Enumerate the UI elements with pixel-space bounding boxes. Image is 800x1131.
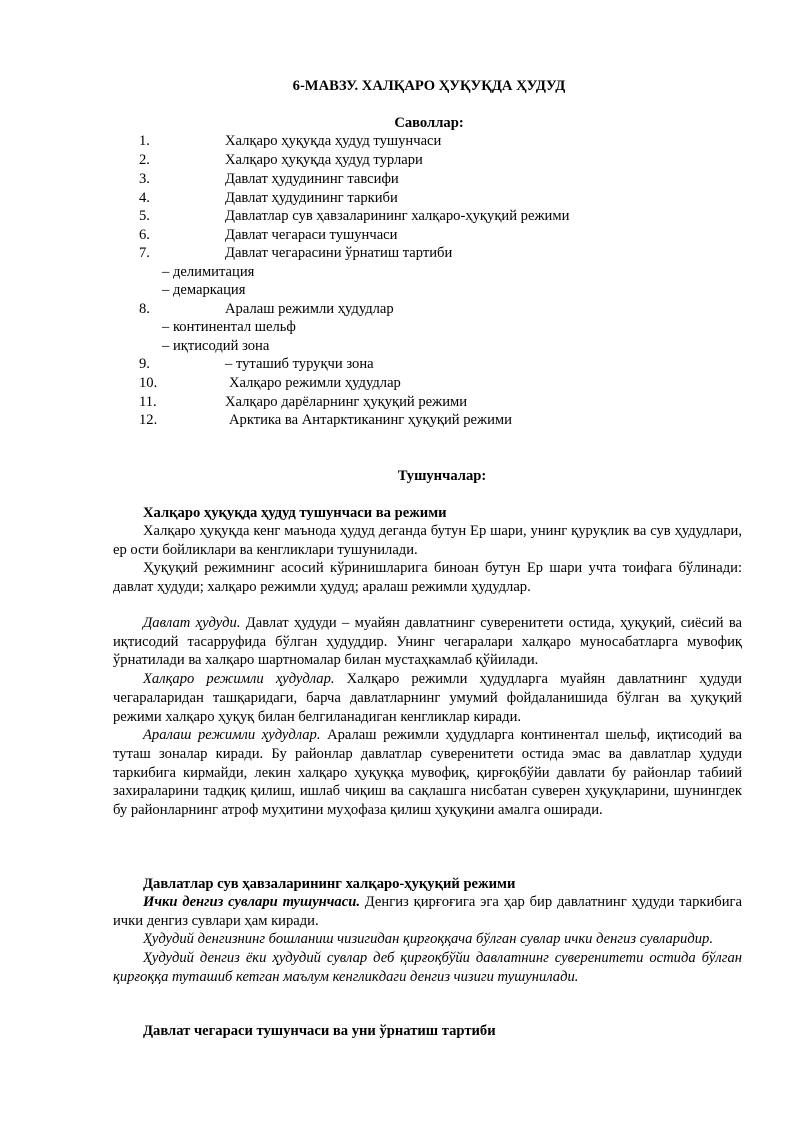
list-item-num: 3. [139,171,150,187]
questions-heading: Саволлар: [394,115,464,131]
term: Давлат ҳудуди. [143,615,241,631]
paragraph: Ҳудудий денгизнинг бошланиш чизигидан қирғоққача бўлган сувлар ички денгиз сувларидир. [143,931,713,948]
section-heading: Давлатлар сув ҳавзаларининг халқаро-ҳуқуқий режими [143,876,516,892]
paragraph: Ҳуқуқий режимнинг асосий кўринишларига биноан бутун Ер шари учта тоифага бўлинади: давлат ҳудуди; халқаро режимли ҳудуд; аралаш режимли ҳудудлар. [113,560,742,596]
list-item: Халқаро дарёларнинг ҳуқуқий режими [225,394,468,410]
paragraph: Ҳудудий денгиз ёки ҳудудий сувлар деб қирғоқбўйи давлатнинг суверенитети остида бўлган қирғоққа туташиб кетган маълум кенгликдаги денгиз чизиги тушунилади. [113,950,742,985]
list-item: Давлат ҳудудининг таркиби [225,190,398,206]
paragraph-text: Давлат ҳудуди – муайян давлатнинг суверенитети остида, ҳуқуқий, сиёсий ва иқтисодий тасарруфида бўлган ҳудуддир. Унинг чегаралари халқаро муносабатларга мувофиқ ўрнатилади ва халқаро шартномалар билан мустаҳкамлаб қўйилади. [113,615,742,669]
list-subitem: – делимитация [162,264,255,280]
concepts-heading: Тушунчалар: [397,468,487,484]
term: Халқаро режимли ҳудудлар. [143,671,335,688]
paragraph [113,670,742,726]
list-item-num: 1. [139,133,150,149]
list-item: Халқаро режимли ҳудудлар [229,375,401,391]
list-subitem: – демаркация [162,282,246,298]
list-item: – туташиб туруқчи зона [225,356,374,372]
paragraph [113,726,742,820]
list-item-num: 5. [139,208,150,224]
list-item: Халқаро ҳуқуқда ҳудуд тушунчаси [225,133,442,149]
list-item-num: 11. [139,394,157,410]
section-body [113,614,742,820]
page-title: 6-МАВЗУ. ХАЛҚАРО ҲУҚУҚДА ҲУДУД [292,78,566,94]
paragraph-text: Халқаро режимли ҳудудларга муайян давлатнинг ҳудуди чегараларидан ташқаридаги, барча давлатларнинг умумий фойдаланишида бўлган ва ҳуқуқий режими халқаро ҳуқуқ билан белгиланадиган кенгликлар киради. [113,671,742,725]
list-item-num: 4. [139,190,150,206]
list-item-num: 12. [139,412,158,428]
list-item-num: 6. [139,227,150,243]
section-body [113,522,742,597]
list-item-num: 8. [139,301,150,317]
list-item: Давлат чегарасини ўрнатиш тартиби [225,245,453,261]
paragraph [113,614,742,670]
list-item: Давлат ҳудудининг тавсифи [225,171,399,187]
paragraph-text: Аралаш режимли ҳудудларга континентал шельф, иқтисодий ва туташ зоналар киради. Бу районлар давлатлар суверенитети остида эмас ва давлатлар ҳудуди таркибига кирмайди, лекин халқаро ҳуқуққа мувофиқ, қирғоқбўйи давлати бу районлар табиий захираларини тадқиқ қилиш, ишлаб чиқиш ва сақлашга нисбатан суверен ҳуқуқларини, шунингдек бу районларнинг атроф муҳитини муҳофаза қилиш ҳуқуқини амалга оширади. [113,727,742,819]
list-item: Халқаро ҳуқуқда ҳудуд турлари [225,152,423,168]
list-subitem: – континентал шельф [162,319,296,335]
list-item-num: 7. [139,245,150,261]
list-item-num: 2. [139,152,150,168]
section-body [113,893,742,987]
paragraph: Халқаро ҳуқуқда кенг маънода ҳудуд деганда бутун Ер шари, унинг қуруқлик ва сув ҳудудлари, ер ости бойликлари ва кенгликлари тушунилади. [113,523,742,558]
paragraph-text: Денгиз қирғоғига эга ҳар бир давлатнинг ҳудуди таркибига ички денгиз сувлари ҳам киради. [113,894,743,929]
list-item-num: 10. [139,375,158,391]
list-subitem: – иқтисодий зона [162,338,270,354]
term: Ички денгиз сувлари тушунчаси. [143,894,360,910]
list-item: Давлатлар сув ҳавзаларининг халқаро-ҳуқуқий режими [225,208,570,224]
list-item: Арктика ва Антарктиканинг ҳуқуқий режими [229,412,512,428]
list-item-num: 9. [139,356,150,372]
term: Аралаш режимли ҳудудлар. [143,727,321,744]
list-item: Давлат чегараси тушунчаси [225,227,398,243]
section-heading: Давлат чегараси тушунчаси ва уни ўрнатиш тартиби [143,1023,496,1039]
paragraph [113,893,742,930]
list-item: Аралаш режимли ҳудудлар [225,301,394,317]
section-heading: Халқаро ҳуқуқда ҳудуд тушунчаси ва режими [143,505,447,521]
